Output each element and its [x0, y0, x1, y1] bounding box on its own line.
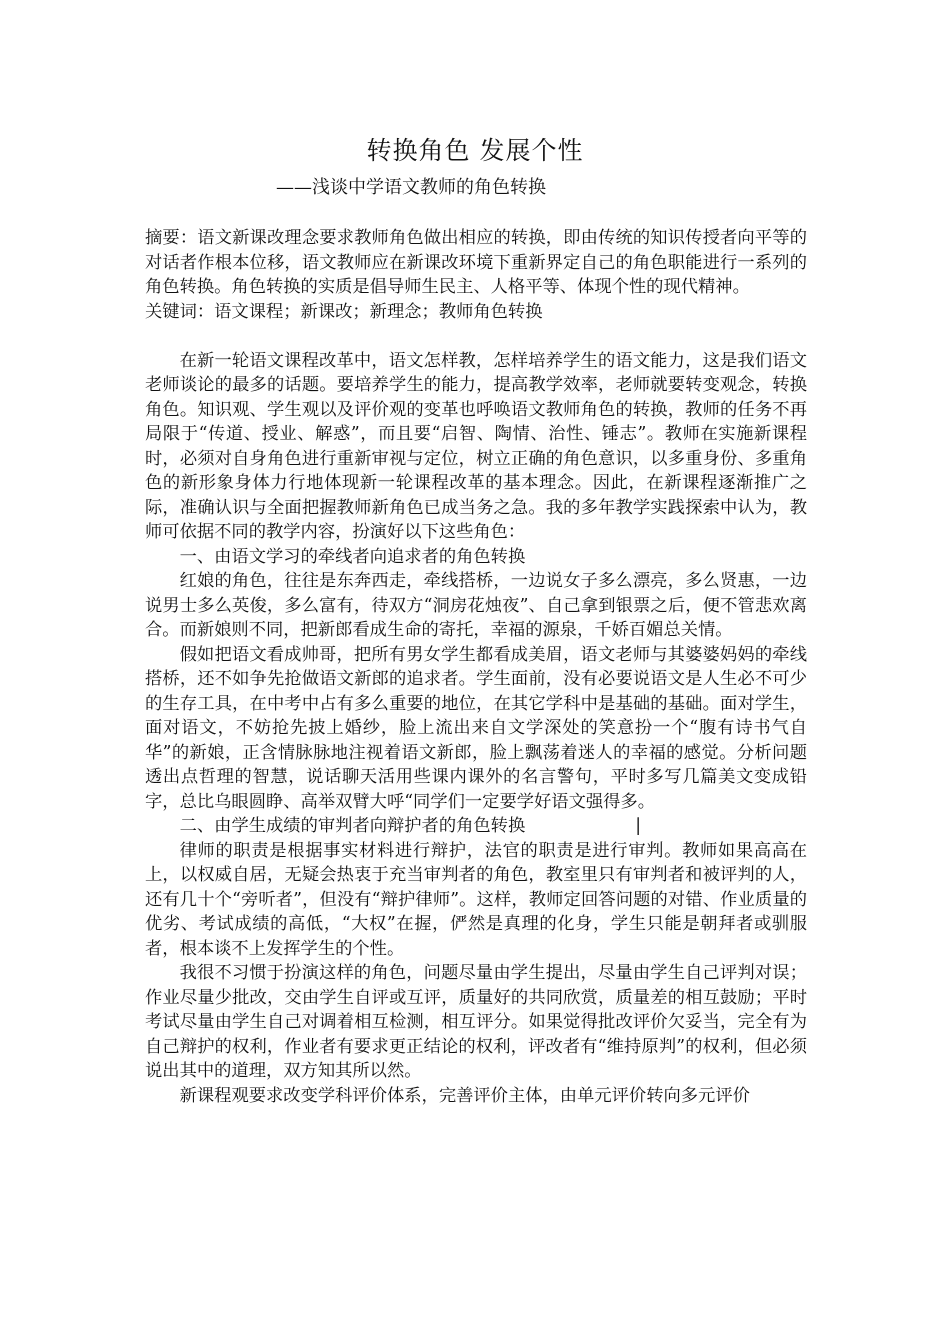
body-paragraph-5: 新课程观要求改变学科评价体系，完善评价主体，由单元评价转向多元评价 [179, 1085, 750, 1106]
body-paragraph-3: 律师的职责是根据事实材料进行辩护，法官的职责是进行审判。教师如果高高在上，以权威自居，无疑会热衷于充当审判者的角色，教室里只有审判者和被评判的人，还有几十个“旁听者”，但没有“辩护律师”。这样，教师定回答问题的对错、作业质量的优劣、考试成绩的高低，“大权”在握，俨然是真理的化身，学生只能是朝拜者或驯服者，根本谈不上发挥学生的个性。 [145, 840, 807, 959]
abstract-paragraph: 摘要：语文新课改理念要求教师角色做出相应的转换，即由传统的知识传授者向平等的对话者作根本位移，语文教师应在新课改环境下重新界定自己的角色职能进行一系列的角色转换。角色转换的实质是倡导师生民主、人格平等、体现个性的现代精神。 [145, 228, 807, 297]
body-paragraph-1: 红娘的角色，往往是东奔西走，牵线搭桥，一边说女子多么漂亮，多么贤惠，一边说男士多么英俊，多么富有，待双方“洞房花烛夜”、自己拿到银票之后，便不管悲欢离合。而新娘则不同，把新郎看成生命的寄托，幸福的源泉，千娇百媚总关情。 [145, 571, 807, 640]
section-heading-2: 二、由学生成绩的审判者向辩护者的角色转换 [179, 816, 526, 836]
body-paragraph-4: 我很不习惯于扮演这样的角色，问题尽量由学生提出，尽量由学生自己评判对误；作业尽量少批改，交由学生自评或互评，质量好的共同欣赏，质量差的相互鼓励；平时考试尽量由学生自己对调着相互检测，相互评分。如果觉得批改评价欠妥当，完全有为自己辩护的权利，作业者有要求更正结论的权利，评改者有“维持原判”的权利，但必须说出其中的道理，双方知其所以然。 [145, 963, 807, 1081]
blank-line [145, 324, 807, 349]
section-heading-2-line [145, 814, 807, 839]
intro-paragraph: 在新一轮语文课程改革中，语文怎样教，怎样培养学生的语文能力，这是我们语文老师谈论的最多的话题。要培养学生的能力，提高教学效率，老师就要转变观念，转换角色。知识观、学生观以及评价观的变革也呼唤语文教师角色的转换，教师的任务不再局限于“传道、授业、解惑”，而且要“启智、陶情、治性、锤志”。教师在实施新课程时，必须对自身角色进行重新审视与定位，树立正确的角色意识，以多重身份、多重角色的新形象身体力行地体现新一轮课程改革的基本理念。因此，在新课程逐渐推广之际，准确认识与全面把握教师新角色已成当务之急。我的多年教学实践探索中认为，教师可依据不同的教学内容，扮演好以下这些角色： [145, 350, 807, 542]
body-paragraph-2: 假如把语文看成帅哥，把所有男女学生都看成美眉，语文老师与其婆婆妈妈的牵线搭桥，还不如争先抢做语文新郎的追求者。学生面前，没有必要说语文是人生必不可少的生存工具，在中考中占有多么重要的地位，在其它学科中是基础的基础。面对学生，面对语文，不妨抢先披上婚纱，脸上流出来自文学深处的笑意扮一个“腹有诗书气自华”的新娘，正含情脉脉地注视着语文新郎，脸上飘荡着迷人的幸福的感觉。分析问题透出点哲理的智慧，说话聊天活用些课内课外的名言警句，平时多写几篇美文变成铅字，总比乌眼圆睁、高举双臂大呼“同学们一定要学好语文强得多。 [145, 644, 807, 812]
document-body [145, 226, 807, 1108]
document-subtitle: ——浅谈中学语文教师的角色转换 [276, 177, 546, 198]
keywords-line: 关键词：语文课程；新课改；新理念；教师角色转换 [145, 301, 543, 322]
document-title: 转换角色 发展个性 [366, 136, 584, 165]
text-cursor-mark: | [635, 816, 642, 836]
section-heading-1: 一、由语文学习的牵线者向追求者的角色转换 [179, 546, 526, 567]
